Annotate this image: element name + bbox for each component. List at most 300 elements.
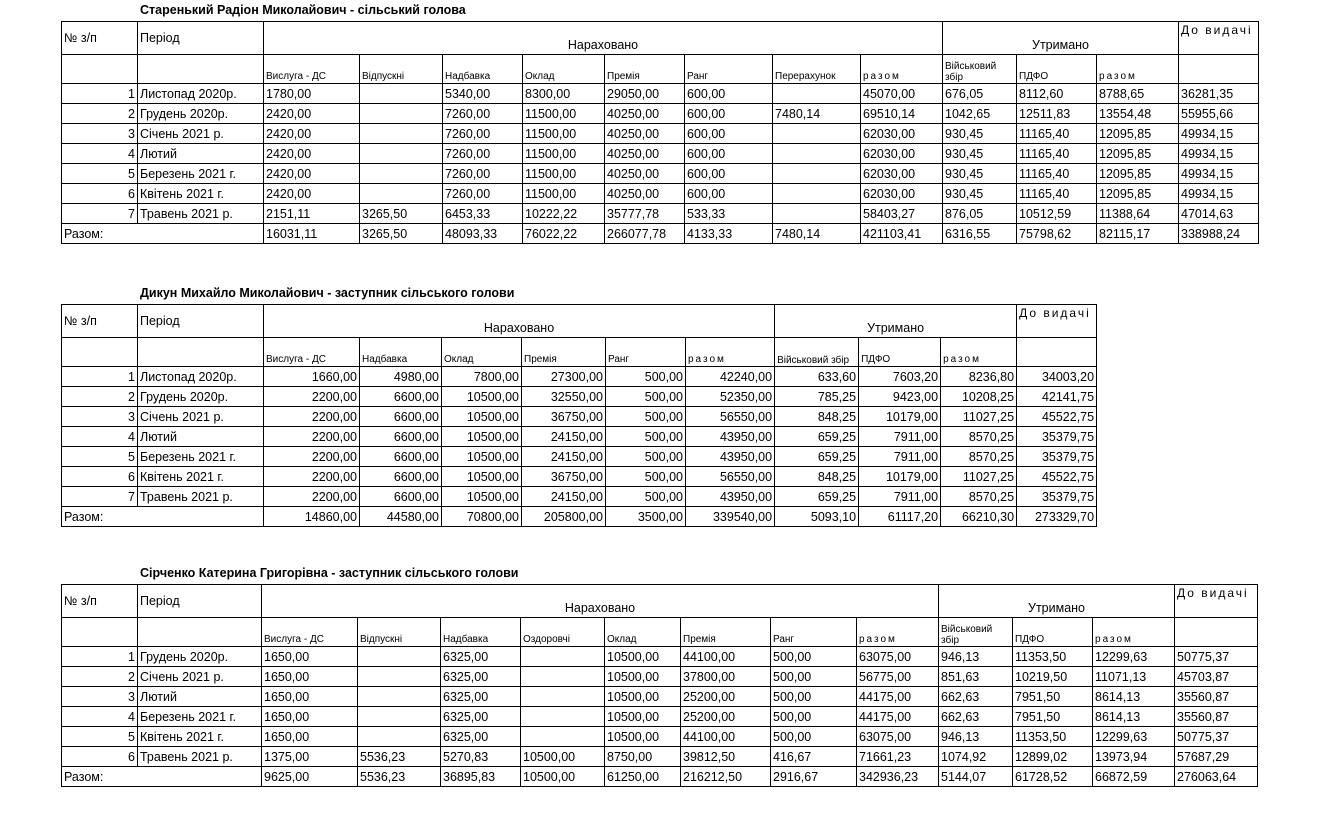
row-number: 3 xyxy=(62,407,138,427)
value-cell: 946,13 xyxy=(939,647,1013,667)
subheader-cell: Військовий збір xyxy=(943,55,1017,84)
value-cell: 45070,00 xyxy=(861,84,943,104)
value-cell xyxy=(521,647,605,667)
subheader-cell: ПДФО xyxy=(1013,618,1093,647)
value-cell: 500,00 xyxy=(771,707,857,727)
value-cell xyxy=(773,144,861,164)
total-value-cell: 421103,41 xyxy=(861,224,943,244)
value-cell: 1074,92 xyxy=(939,747,1013,767)
value-cell xyxy=(358,707,441,727)
subheader-cell: разом xyxy=(861,55,943,84)
value-cell: 7911,00 xyxy=(859,487,941,507)
value-cell: 36750,00 xyxy=(522,467,606,487)
table-row xyxy=(62,184,1259,204)
value-cell: 6325,00 xyxy=(441,707,521,727)
value-cell: 43950,00 xyxy=(686,427,775,447)
period-cell: Грудень 2020р. xyxy=(138,104,264,124)
value-cell: 71661,23 xyxy=(857,747,939,767)
table3-title: Сірченко Катерина Григорівна - заступник сільського голови xyxy=(140,566,519,580)
total-label: Разом: xyxy=(62,224,264,244)
value-cell: 7260,00 xyxy=(443,124,523,144)
value-cell: 10219,50 xyxy=(1013,667,1093,687)
value-cell: 10500,00 xyxy=(605,707,681,727)
value-cell: 600,00 xyxy=(685,164,773,184)
subheader-cell: Ранг xyxy=(685,55,773,84)
value-cell: 57687,29 xyxy=(1175,747,1258,767)
period-cell: Березень 2021 г. xyxy=(138,447,264,467)
value-cell: 7260,00 xyxy=(443,184,523,204)
value-cell: 10500,00 xyxy=(442,447,522,467)
value-cell: 8570,25 xyxy=(941,427,1017,447)
value-cell: 49934,15 xyxy=(1179,164,1259,184)
table-row xyxy=(62,367,1097,387)
total-value-cell: 66872,59 xyxy=(1093,767,1175,787)
value-cell: 2420,00 xyxy=(264,144,360,164)
value-cell: 600,00 xyxy=(685,124,773,144)
total-value-cell: 205800,00 xyxy=(522,507,606,527)
value-cell: 11500,00 xyxy=(523,184,605,204)
period-cell: Лютий xyxy=(138,144,264,164)
subheader-cell: разом xyxy=(857,618,939,647)
value-cell: 600,00 xyxy=(685,104,773,124)
subheader-empty xyxy=(138,618,262,647)
subheader-cell: ПДФО xyxy=(859,338,941,367)
total-value-cell: 3265,50 xyxy=(360,224,443,244)
value-cell: 10500,00 xyxy=(442,407,522,427)
value-cell: 11071,13 xyxy=(1093,667,1175,687)
subheader-cell: Премія xyxy=(681,618,771,647)
row-number: 4 xyxy=(62,707,138,727)
subheader-cell: Надбавка xyxy=(441,618,521,647)
value-cell: 12511,83 xyxy=(1017,104,1097,124)
value-cell: 40250,00 xyxy=(605,164,685,184)
value-cell: 12095,85 xyxy=(1097,164,1179,184)
value-cell xyxy=(773,164,861,184)
subheader-cell: Ранг xyxy=(771,618,857,647)
value-cell xyxy=(360,104,443,124)
table2-title: Дикун Михайло Миколайович - заступник сільського голови xyxy=(140,286,515,300)
value-cell: 11027,25 xyxy=(941,407,1017,427)
value-cell: 6600,00 xyxy=(360,487,442,507)
value-cell: 2420,00 xyxy=(264,164,360,184)
table-row xyxy=(62,124,1259,144)
value-cell: 35379,75 xyxy=(1017,427,1097,447)
total-value-cell: 76022,22 xyxy=(523,224,605,244)
table-row xyxy=(62,447,1097,467)
value-cell: 7800,00 xyxy=(442,367,522,387)
value-cell: 2200,00 xyxy=(264,407,360,427)
value-cell: 7480,14 xyxy=(773,104,861,124)
value-cell: 44175,00 xyxy=(857,687,939,707)
value-cell: 37800,00 xyxy=(681,667,771,687)
value-cell: 29050,00 xyxy=(605,84,685,104)
table-row xyxy=(62,164,1259,184)
total-row xyxy=(62,224,1259,244)
value-cell: 1042,65 xyxy=(943,104,1017,124)
subheader-cell: Ранг xyxy=(606,338,686,367)
value-cell: 42240,00 xyxy=(686,367,775,387)
value-cell: 5340,00 xyxy=(443,84,523,104)
value-cell: 10222,22 xyxy=(523,204,605,224)
value-cell: 785,25 xyxy=(775,387,859,407)
total-value-cell: 44580,00 xyxy=(360,507,442,527)
total-value-cell: 339540,00 xyxy=(686,507,775,527)
value-cell: 500,00 xyxy=(606,467,686,487)
total-value-cell: 61728,52 xyxy=(1013,767,1093,787)
value-cell xyxy=(358,667,441,687)
value-cell: 10500,00 xyxy=(521,747,605,767)
value-cell: 10208,25 xyxy=(941,387,1017,407)
total-value-cell: 48093,33 xyxy=(443,224,523,244)
value-cell: 6453,33 xyxy=(443,204,523,224)
value-cell: 10179,00 xyxy=(859,407,941,427)
table-row xyxy=(62,747,1258,767)
value-cell: 8614,13 xyxy=(1093,687,1175,707)
row-number: 7 xyxy=(62,487,138,507)
value-cell: 1650,00 xyxy=(262,727,358,747)
value-cell: 44100,00 xyxy=(681,647,771,667)
total-value-cell: 3500,00 xyxy=(606,507,686,527)
value-cell: 24150,00 xyxy=(522,427,606,447)
subheader-cell: Оклад xyxy=(523,55,605,84)
value-cell: 10500,00 xyxy=(442,427,522,447)
total-value-cell: 61250,00 xyxy=(605,767,681,787)
table-row xyxy=(62,144,1259,164)
subheader-cell: Вислуга - ДС xyxy=(262,618,358,647)
period-cell: Грудень 2020р. xyxy=(138,387,264,407)
value-cell: 7951,50 xyxy=(1013,687,1093,707)
value-cell: 500,00 xyxy=(771,687,857,707)
value-cell: 42141,75 xyxy=(1017,387,1097,407)
value-cell xyxy=(360,124,443,144)
value-cell: 6600,00 xyxy=(360,427,442,447)
value-cell: 62030,00 xyxy=(861,184,943,204)
value-cell: 7603,20 xyxy=(859,367,941,387)
period-cell: Березень 2021 г. xyxy=(138,164,264,184)
subheader-empty xyxy=(1017,338,1097,367)
total-value-cell: 75798,62 xyxy=(1017,224,1097,244)
value-cell: 500,00 xyxy=(606,387,686,407)
value-cell: 500,00 xyxy=(606,427,686,447)
value-cell: 500,00 xyxy=(606,487,686,507)
value-cell: 7911,00 xyxy=(859,427,941,447)
value-cell: 39812,50 xyxy=(681,747,771,767)
value-cell: 69510,14 xyxy=(861,104,943,124)
value-cell: 24150,00 xyxy=(522,447,606,467)
value-cell: 62030,00 xyxy=(861,164,943,184)
total-value-cell: 4133,33 xyxy=(685,224,773,244)
value-cell: 500,00 xyxy=(771,647,857,667)
value-cell: 11165,40 xyxy=(1017,124,1097,144)
total-value-cell: 276063,64 xyxy=(1175,767,1258,787)
header-accrued: Нараховано xyxy=(262,585,939,618)
value-cell: 56775,00 xyxy=(857,667,939,687)
value-cell: 662,63 xyxy=(939,687,1013,707)
value-cell: 633,60 xyxy=(775,367,859,387)
value-cell: 25200,00 xyxy=(681,687,771,707)
period-cell: Грудень 2020р. xyxy=(138,647,262,667)
value-cell: 10500,00 xyxy=(442,467,522,487)
value-cell: 40250,00 xyxy=(605,144,685,164)
value-cell: 52350,00 xyxy=(686,387,775,407)
value-cell: 11353,50 xyxy=(1013,727,1093,747)
value-cell: 11165,40 xyxy=(1017,184,1097,204)
value-cell xyxy=(773,184,861,204)
value-cell: 10500,00 xyxy=(605,727,681,747)
value-cell: 2151,11 xyxy=(264,204,360,224)
value-cell: 2420,00 xyxy=(264,104,360,124)
value-cell: 10500,00 xyxy=(605,687,681,707)
value-cell: 930,45 xyxy=(943,184,1017,204)
header-period: Період xyxy=(138,585,262,618)
value-cell: 10500,00 xyxy=(442,387,522,407)
value-cell: 11027,25 xyxy=(941,467,1017,487)
total-label: Разом: xyxy=(62,767,262,787)
value-cell: 11500,00 xyxy=(523,164,605,184)
row-number: 3 xyxy=(62,687,138,707)
value-cell: 1375,00 xyxy=(262,747,358,767)
value-cell: 1650,00 xyxy=(262,667,358,687)
value-cell: 35560,87 xyxy=(1175,707,1258,727)
row-number: 7 xyxy=(62,204,138,224)
value-cell: 662,63 xyxy=(939,707,1013,727)
table-row xyxy=(62,707,1258,727)
value-cell: 12095,85 xyxy=(1097,184,1179,204)
value-cell: 47014,63 xyxy=(1179,204,1259,224)
value-cell: 50775,37 xyxy=(1175,727,1258,747)
row-number: 1 xyxy=(62,84,138,104)
subheader-cell: Військовий збір xyxy=(939,618,1013,647)
subheader-cell: ПДФО xyxy=(1017,55,1097,84)
value-cell: 11353,50 xyxy=(1013,647,1093,667)
value-cell: 6325,00 xyxy=(441,687,521,707)
value-cell: 45522,75 xyxy=(1017,407,1097,427)
subheader-cell: разом xyxy=(941,338,1017,367)
value-cell: 2200,00 xyxy=(264,387,360,407)
header-period: Період xyxy=(138,305,264,338)
value-cell: 676,05 xyxy=(943,84,1017,104)
value-cell xyxy=(358,647,441,667)
table-row xyxy=(62,727,1258,747)
table-row xyxy=(62,487,1097,507)
value-cell: 6600,00 xyxy=(360,387,442,407)
value-cell: 1650,00 xyxy=(262,707,358,727)
header-payout: До видачі xyxy=(1175,585,1258,618)
value-cell: 10179,00 xyxy=(859,467,941,487)
value-cell: 50775,37 xyxy=(1175,647,1258,667)
subheader-cell: Надбавка xyxy=(443,55,523,84)
row-number: 2 xyxy=(62,387,138,407)
header-withheld: Утримано xyxy=(943,22,1179,55)
value-cell: 40250,00 xyxy=(605,124,685,144)
total-value-cell: 6316,55 xyxy=(943,224,1017,244)
subheader-cell: Військовий збір xyxy=(775,338,859,367)
value-cell: 13554,48 xyxy=(1097,104,1179,124)
value-cell: 2200,00 xyxy=(264,427,360,447)
header-payout: До видачі xyxy=(1017,305,1097,338)
value-cell: 25200,00 xyxy=(681,707,771,727)
value-cell: 58403,27 xyxy=(861,204,943,224)
total-value-cell: 5093,10 xyxy=(775,507,859,527)
value-cell: 43950,00 xyxy=(686,447,775,467)
value-cell: 11500,00 xyxy=(523,144,605,164)
value-cell xyxy=(773,84,861,104)
table-row xyxy=(62,467,1097,487)
value-cell xyxy=(358,727,441,747)
period-cell: Травень 2021 р. xyxy=(138,204,264,224)
row-number: 6 xyxy=(62,184,138,204)
value-cell: 500,00 xyxy=(771,667,857,687)
value-cell: 62030,00 xyxy=(861,124,943,144)
subheader-cell: Оклад xyxy=(442,338,522,367)
value-cell: 10512,59 xyxy=(1017,204,1097,224)
subheader-cell: Премія xyxy=(605,55,685,84)
value-cell xyxy=(521,687,605,707)
value-cell: 8236,80 xyxy=(941,367,1017,387)
value-cell: 659,25 xyxy=(775,487,859,507)
subheader-cell: Оздоровчі xyxy=(521,618,605,647)
value-cell: 7260,00 xyxy=(443,144,523,164)
subheader-cell: Премія xyxy=(522,338,606,367)
total-value-cell: 9625,00 xyxy=(262,767,358,787)
value-cell: 500,00 xyxy=(606,367,686,387)
value-cell: 876,05 xyxy=(943,204,1017,224)
table-row xyxy=(62,387,1097,407)
row-number: 1 xyxy=(62,367,138,387)
value-cell: 10500,00 xyxy=(442,487,522,507)
value-cell: 848,25 xyxy=(775,407,859,427)
value-cell: 500,00 xyxy=(771,727,857,747)
total-value-cell: 61117,20 xyxy=(859,507,941,527)
total-value-cell: 5536,23 xyxy=(358,767,441,787)
subheader-cell: разом xyxy=(686,338,775,367)
value-cell: 7951,50 xyxy=(1013,707,1093,727)
subheader-empty xyxy=(62,338,138,367)
value-cell xyxy=(360,184,443,204)
salary-table-1 xyxy=(61,21,1259,244)
value-cell xyxy=(358,687,441,707)
subheader-cell: Відпускні xyxy=(358,618,441,647)
total-value-cell: 216212,50 xyxy=(681,767,771,787)
row-number: 3 xyxy=(62,124,138,144)
value-cell: 533,33 xyxy=(685,204,773,224)
value-cell xyxy=(521,727,605,747)
period-cell: Листопад 2020р. xyxy=(138,84,264,104)
value-cell: 11500,00 xyxy=(523,124,605,144)
subheader-cell: Оклад xyxy=(605,618,681,647)
subheader-cell: Вислуга - ДС xyxy=(264,55,360,84)
value-cell: 43950,00 xyxy=(686,487,775,507)
value-cell: 6600,00 xyxy=(360,447,442,467)
total-value-cell: 2916,67 xyxy=(771,767,857,787)
value-cell: 7260,00 xyxy=(443,164,523,184)
salary-table-2 xyxy=(61,304,1097,527)
value-cell: 5270,83 xyxy=(441,747,521,767)
row-number: 2 xyxy=(62,104,138,124)
table1-title: Старенький Радіон Миколайович - сільський голова xyxy=(140,3,466,17)
subheader-empty xyxy=(1175,618,1258,647)
value-cell: 930,45 xyxy=(943,164,1017,184)
value-cell xyxy=(521,707,605,727)
subheader-row xyxy=(62,55,1259,84)
value-cell: 49934,15 xyxy=(1179,184,1259,204)
value-cell: 659,25 xyxy=(775,427,859,447)
header-no: № з/п xyxy=(62,22,138,55)
total-value-cell: 82115,17 xyxy=(1097,224,1179,244)
table-row xyxy=(62,667,1258,687)
header-no: № з/п xyxy=(62,585,138,618)
value-cell: 8788,65 xyxy=(1097,84,1179,104)
value-cell: 36750,00 xyxy=(522,407,606,427)
value-cell: 40250,00 xyxy=(605,104,685,124)
value-cell: 44175,00 xyxy=(857,707,939,727)
value-cell: 2200,00 xyxy=(264,467,360,487)
period-cell: Квітень 2021 г. xyxy=(138,467,264,487)
header-withheld: Утримано xyxy=(775,305,1017,338)
period-cell: Квітень 2021 г. xyxy=(138,184,264,204)
total-value-cell: 70800,00 xyxy=(442,507,522,527)
value-cell: 2200,00 xyxy=(264,447,360,467)
value-cell: 11500,00 xyxy=(523,104,605,124)
value-cell: 2200,00 xyxy=(264,487,360,507)
row-number: 6 xyxy=(62,747,138,767)
period-cell: Січень 2021 р. xyxy=(138,407,264,427)
value-cell: 49934,15 xyxy=(1179,144,1259,164)
period-cell: Січень 2021 р. xyxy=(138,667,262,687)
total-value-cell: 66210,30 xyxy=(941,507,1017,527)
total-value-cell: 36895,83 xyxy=(441,767,521,787)
value-cell: 6325,00 xyxy=(441,727,521,747)
subheader-cell: разом xyxy=(1097,55,1179,84)
header-accrued: Нараховано xyxy=(264,305,775,338)
value-cell: 8570,25 xyxy=(941,447,1017,467)
value-cell: 11388,64 xyxy=(1097,204,1179,224)
value-cell: 851,63 xyxy=(939,667,1013,687)
row-number: 2 xyxy=(62,667,138,687)
total-value-cell: 342936,23 xyxy=(857,767,939,787)
value-cell: 12299,63 xyxy=(1093,727,1175,747)
value-cell: 930,45 xyxy=(943,144,1017,164)
value-cell: 600,00 xyxy=(685,184,773,204)
total-row xyxy=(62,507,1097,527)
value-cell: 11165,40 xyxy=(1017,164,1097,184)
value-cell: 45703,87 xyxy=(1175,667,1258,687)
row-number: 4 xyxy=(62,427,138,447)
subheader-cell: Вислуга - ДС xyxy=(264,338,360,367)
total-label: Разом: xyxy=(62,507,264,527)
row-number: 1 xyxy=(62,647,138,667)
table-row xyxy=(62,647,1258,667)
subheader-cell: Відпускні xyxy=(360,55,443,84)
value-cell: 10500,00 xyxy=(605,667,681,687)
table-row xyxy=(62,687,1258,707)
total-value-cell: 7480,14 xyxy=(773,224,861,244)
value-cell: 8614,13 xyxy=(1093,707,1175,727)
salary-table-3 xyxy=(61,584,1258,787)
period-cell: Березень 2021 г. xyxy=(138,707,262,727)
row-number: 5 xyxy=(62,164,138,184)
table-row xyxy=(62,427,1097,447)
value-cell: 5536,23 xyxy=(358,747,441,767)
value-cell: 35560,87 xyxy=(1175,687,1258,707)
value-cell: 10500,00 xyxy=(605,647,681,667)
value-cell: 930,45 xyxy=(943,124,1017,144)
table-row xyxy=(62,104,1259,124)
value-cell: 56550,00 xyxy=(686,467,775,487)
value-cell: 12095,85 xyxy=(1097,124,1179,144)
value-cell: 32550,00 xyxy=(522,387,606,407)
value-cell: 63075,00 xyxy=(857,647,939,667)
